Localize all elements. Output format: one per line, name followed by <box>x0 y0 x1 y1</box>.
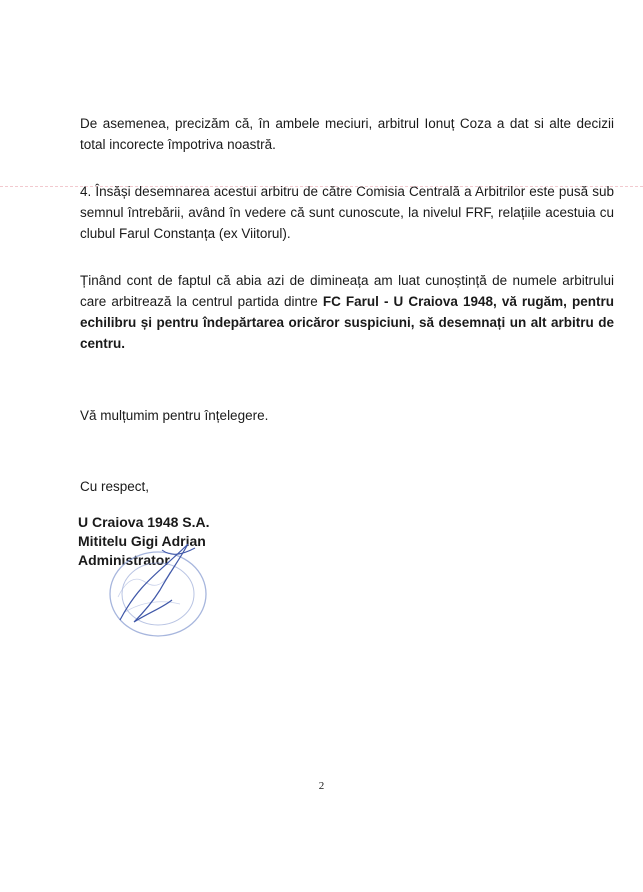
paragraph-request <box>80 270 614 354</box>
page-number: 2 <box>318 780 325 792</box>
request-bold-text: FC Farul - U Craiova 1948, vă rugăm, pentru echilibru și pentru îndepărtarea oricăror suspiciuni, să desemnați un alt arbitru de centru. <box>80 294 614 351</box>
signature-role: Administrator <box>78 552 170 568</box>
company-stamp-and-signature <box>100 542 220 642</box>
request-text: Ținând cont de faptul că abia azi de dimineața am luat cunoștință de numele arbitrului care arbitrează la centrul partida dintre <box>80 273 614 309</box>
closing-line: Cu respect, <box>80 479 150 494</box>
signature-name: Mititelu Gigi Adrian <box>78 533 206 549</box>
paragraph-referee-decisions: De asemenea, precizăm că, în ambele meciuri, arbitrul Ionuț Coza a dat si alte decizii total incorecte împotriva noastră. <box>80 116 614 152</box>
paragraph-referee-appointment: 4. Însăși desemnarea acestui arbitru de către Comisia Centrală a Arbitrilor este pusă sub semnul întrebării, având în vedere că sunt cunoscute, la nivelul FRF, relațiile acestuia cu clubul Farul Constanța (ex Viitorul). <box>80 184 614 241</box>
thanks-line: Vă mulțumim pentru înțelegere. <box>80 408 269 423</box>
signature-company: U Craiova 1948 S.A. <box>78 514 210 530</box>
